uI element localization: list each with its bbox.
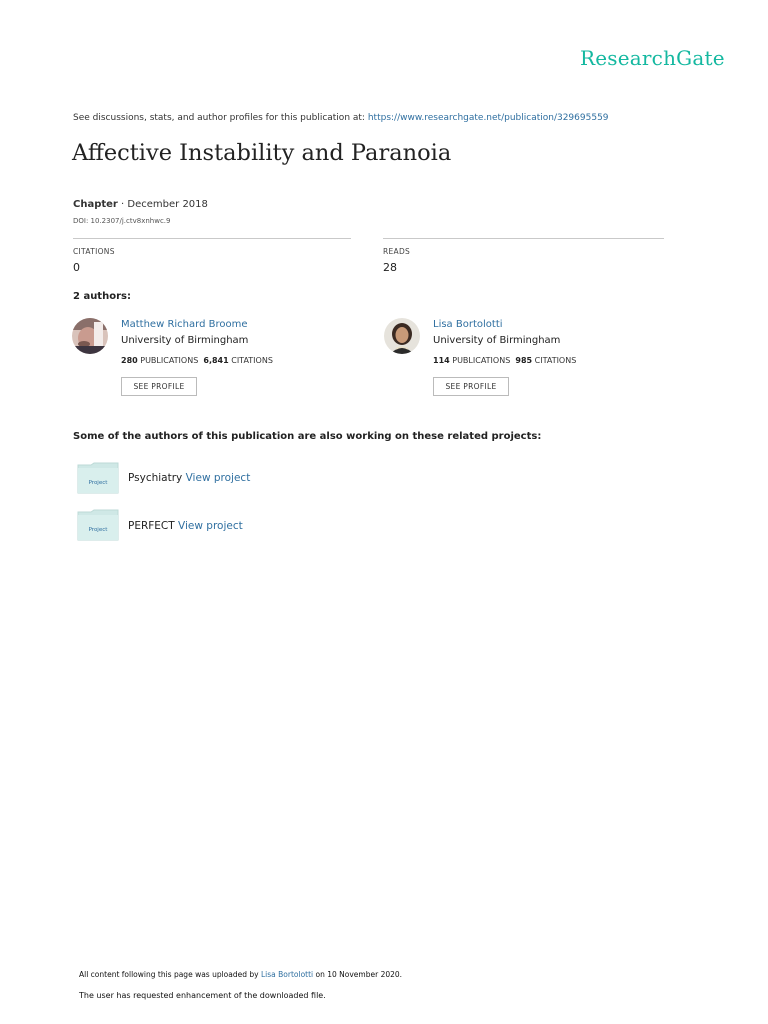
publication-date: December 2018 <box>127 199 208 210</box>
author-1-publications-count: 280 <box>121 356 138 365</box>
author-2-publications-count: 114 <box>433 356 450 365</box>
project-1-icon-label: Project <box>88 480 108 486</box>
project-folder-icon <box>77 462 119 494</box>
author-2-citations-label: CITATIONS <box>534 356 577 365</box>
author-1-publications-label: PUBLICATIONS <box>140 356 199 365</box>
project-folder-icon <box>77 509 119 541</box>
avatar-author-1[interactable] <box>72 318 108 354</box>
upload-suffix: on 10 November 2020. <box>315 970 403 979</box>
meta-separator: · <box>117 199 128 210</box>
author-2-publications-label: PUBLICATIONS <box>452 356 511 365</box>
avatar-author-2[interactable] <box>384 318 420 354</box>
avatar-photo-icon <box>72 318 108 354</box>
author-1-citations-label: CITATIONS <box>231 356 273 365</box>
authors-heading: 2 authors: <box>73 291 131 302</box>
project-2-icon-label: Project <box>88 527 108 533</box>
author-2-stats <box>433 356 576 365</box>
project-2-name: PERFECT <box>128 520 175 532</box>
publication-meta <box>73 199 208 210</box>
author-1-citations-count: 6,841 <box>203 356 229 365</box>
author-1-stats <box>121 356 273 365</box>
discussion-line <box>73 113 609 123</box>
project-2-view-link[interactable]: View project <box>178 520 243 532</box>
author-2-see-profile-button[interactable]: SEE PROFILE <box>433 377 509 396</box>
avatar-photo-icon <box>384 318 420 354</box>
publication-url-link[interactable]: https://www.researchgate.net/publication/329695559 <box>367 113 609 123</box>
uploader-link[interactable]: Lisa Bortolotti <box>260 970 314 979</box>
author-2-citations-count: 985 <box>515 356 533 365</box>
author-2-institution: University of Birmingham <box>433 335 561 346</box>
project-1-name: Psychiatry <box>128 472 183 484</box>
publication-doi: DOI: 10.2307/j.ctv8xnhwc.9 <box>73 217 171 225</box>
citations-value: 0 <box>73 261 80 274</box>
author-1-see-profile-button[interactable]: SEE PROFILE <box>121 377 197 396</box>
reads-label: READS <box>383 247 411 256</box>
reads-value: 28 <box>383 261 397 274</box>
upload-note <box>79 970 402 979</box>
author-1-name[interactable]: Matthew Richard Broome <box>121 319 248 330</box>
author-2-name[interactable]: Lisa Bortolotti <box>433 319 503 330</box>
enhancement-note: The user has requested enhancement of the downloaded file. <box>79 991 326 1000</box>
upload-prefix: All content following this page was uploaded by <box>79 970 259 979</box>
discussion-prefix: See discussions, stats, and author profiles for this publication at: <box>73 113 365 123</box>
citations-label: CITATIONS <box>73 247 115 256</box>
project-1-line <box>128 472 250 484</box>
project-1-view-link[interactable]: View project <box>185 472 251 484</box>
citations-divider <box>73 238 351 239</box>
related-projects-heading: Some of the authors of this publication are also working on these related projects: <box>73 431 542 442</box>
researchgate-logo: ResearchGate <box>580 46 725 70</box>
author-1-institution: University of Birmingham <box>121 335 249 346</box>
project-2-line <box>128 520 243 532</box>
publication-type: Chapter <box>73 199 118 210</box>
reads-divider <box>383 238 664 239</box>
publication-title: Affective Instability and Paranoia <box>72 140 452 166</box>
